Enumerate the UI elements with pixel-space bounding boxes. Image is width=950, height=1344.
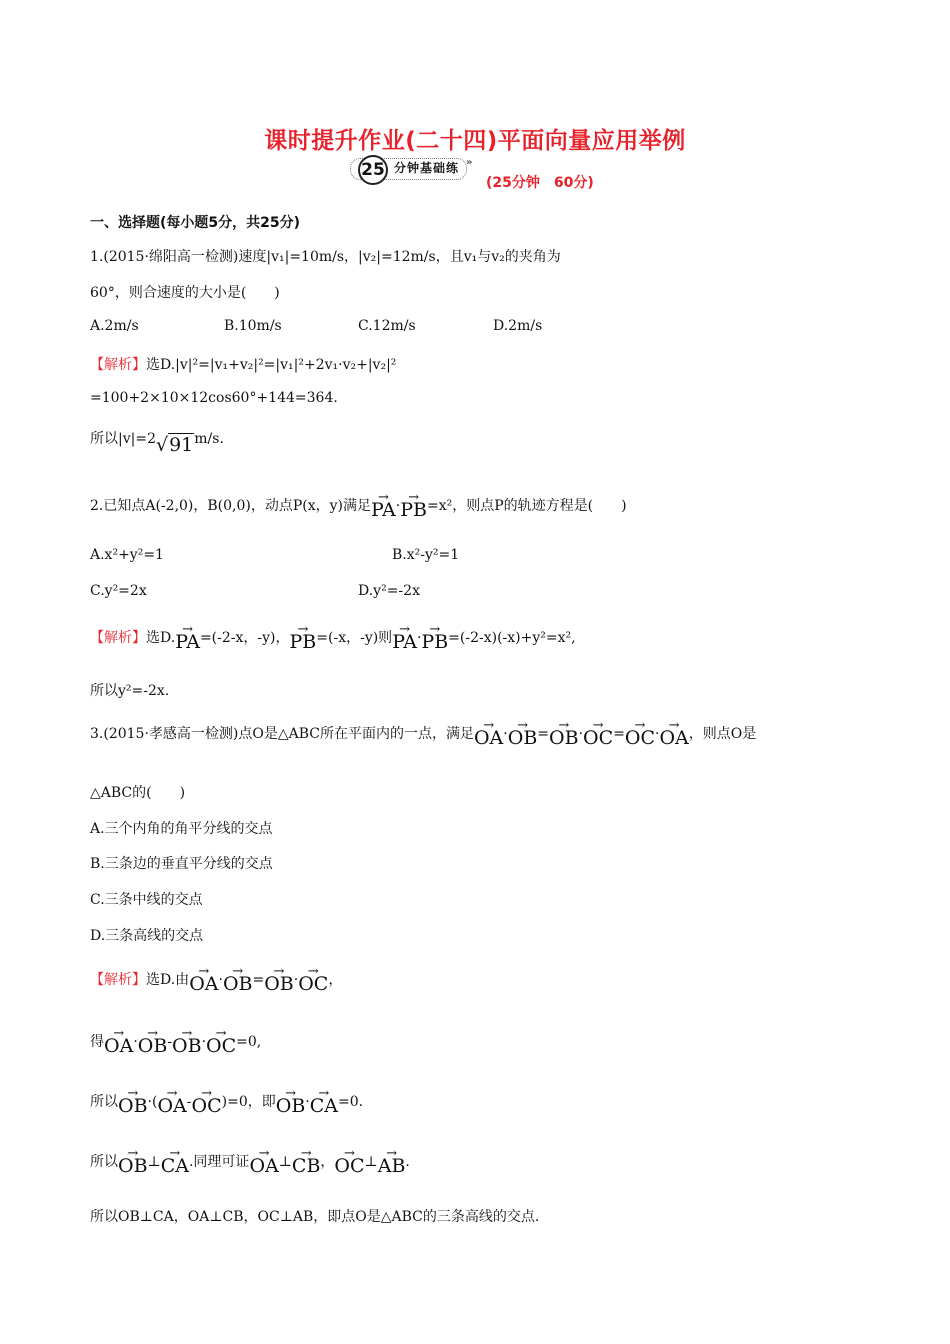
q2-stem: 2.已知点A(-2,0)，B(0,0)，动点P(x，y)满足→ PA·→ PB=x²，则点P的轨迹方程是( ) <box>90 492 627 520</box>
q1-option-d: D.2m/s <box>493 318 543 334</box>
badge-label: 分钟基础练 <box>394 161 460 175</box>
time-badge <box>350 155 475 183</box>
q1-option-b: B.10m/s <box>224 318 282 334</box>
analysis-tag: 【解析】 <box>90 972 146 988</box>
q1-option-c: C.12m/s <box>358 318 416 334</box>
q2-option-d: D.y²=-2x <box>358 583 420 599</box>
q1-stem-cont: 60°，则合速度的大小是( ) <box>90 285 280 301</box>
analysis-tag: 【解析】 <box>90 630 146 646</box>
section-heading: 一、选择题(每小题5分，共25分) <box>90 215 301 231</box>
q1-solution-2: =100+2×10×12cos60°+144=364. <box>90 390 338 406</box>
timing-label: (25分钟 60分) <box>486 175 594 191</box>
vector-pb: → PB <box>400 492 427 520</box>
q3-solution-4: 所以→ OB⊥→ CA.同理可证→ OA⊥→ CB，→ OC⊥→ AB. <box>90 1148 410 1176</box>
q3-option-a: A.三个内角的角平分线的交点 <box>90 821 273 837</box>
sqrt-symbol: √91 <box>155 434 194 456</box>
page-title: 课时提升作业(二十四)平面向量应用举例 <box>264 128 686 154</box>
badge-number: 25 <box>358 155 388 185</box>
q1-solution-3: 所以|v|=2√91m/s. <box>90 431 224 456</box>
analysis-tag: 【解析】 <box>90 357 146 373</box>
badge-arrow-icon: » <box>466 157 473 168</box>
q2-option-c: C.y²=2x <box>90 583 147 599</box>
q1-solution-1: 【解析】选D.|v|²=|v₁+v₂|²=|v₁|²+2v₁·v₂+|v₂|² <box>90 357 397 373</box>
q1-option-a: A.2m/s <box>90 318 139 334</box>
q2-option-b: B.x²-y²=1 <box>392 547 460 563</box>
q3-stem: 3.(2015·孝感高一检测)点O是△ABC所在平面内的一点，满足→ OA·→ OB=→ OB·→ OC=→ OC·→ OA，则点O是 <box>90 720 756 748</box>
q3-option-b: B.三条边的垂直平分线的交点 <box>90 856 273 872</box>
q2-solution-2: 所以y²=-2x. <box>90 683 170 699</box>
q3-solution-2: 得→ OA·→ OB-→ OB·→ OC=0, <box>90 1028 261 1056</box>
q3-option-c: C.三条中线的交点 <box>90 892 203 908</box>
q3-option-d: D.三条高线的交点 <box>90 928 204 944</box>
q1-stem: 1.(2015·绵阳高一检测)速度|v₁|=10m/s，|v₂|=12m/s，且v₁与v₂的夹角为 <box>90 249 561 265</box>
q3-solution-5: 所以OB⊥CA，OA⊥CB，OC⊥AB，即点O是△ABC的三条高线的交点. <box>90 1209 540 1225</box>
q3-solution-1: 【解析】选D.由→ OA·→ OB=→ OB·→ OC， <box>90 966 342 994</box>
vector-pa: → PA <box>371 492 396 520</box>
q3-stem-cont: △ABC的( ) <box>90 785 186 801</box>
q2-solution-1: 【解析】选D.→ PA=(-2-x，-y)，→ PB=(-x，-y)则→ PA·→ PB=(-2-x)(-x)+y²=x², <box>90 624 576 652</box>
q2-option-a: A.x²+y²=1 <box>90 547 164 563</box>
q3-solution-3: 所以→ OB·(→ OA-→ OC)=0，即→ OB·→ CA=0. <box>90 1088 363 1116</box>
